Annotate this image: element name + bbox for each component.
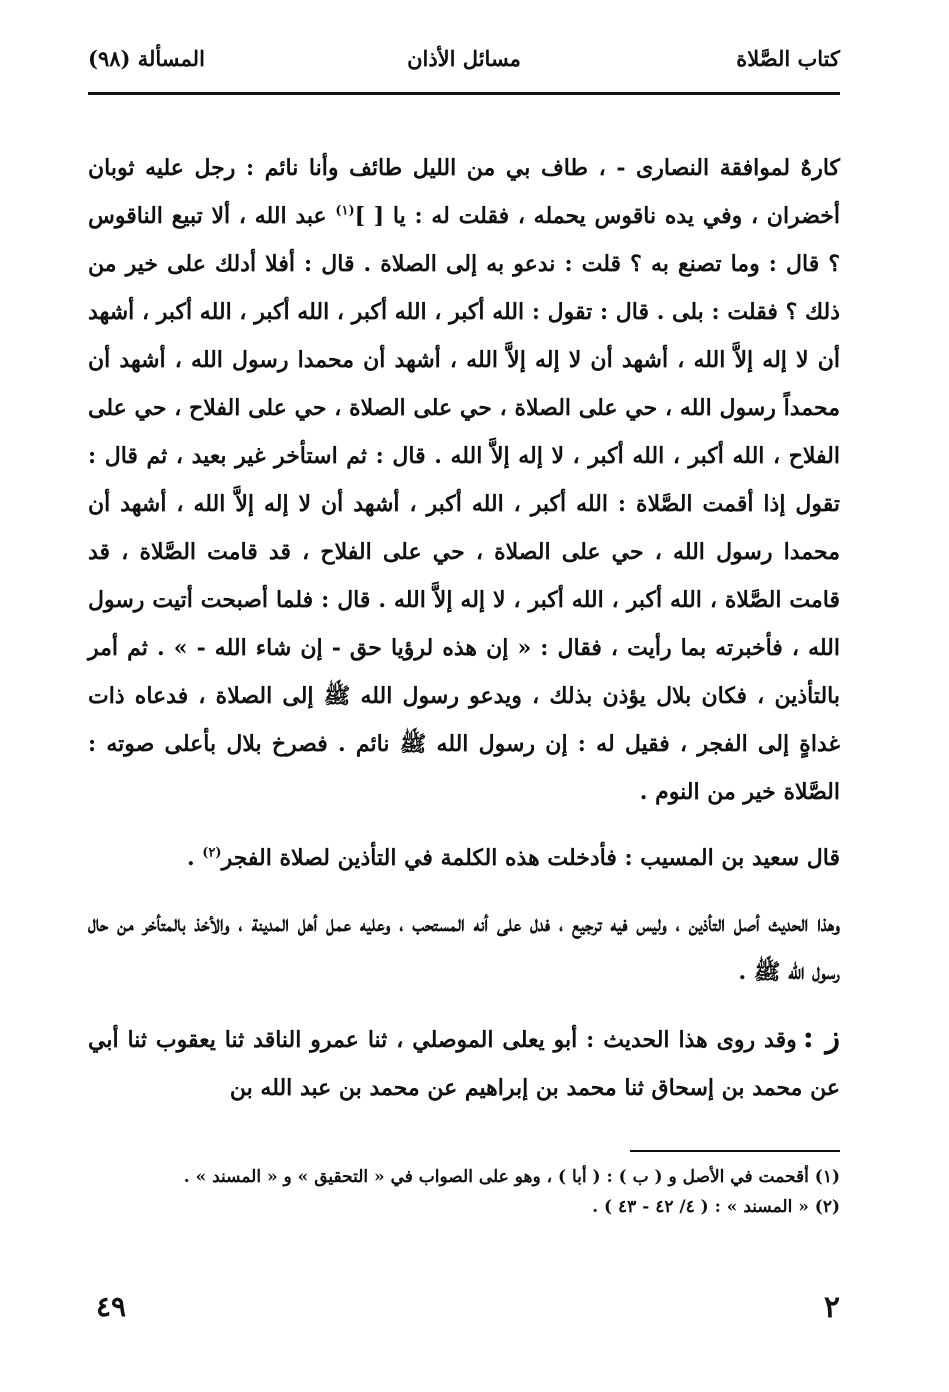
header-chapter-title: مسائل الأذان [407, 46, 521, 71]
footnote-ref-2: (٢) [202, 845, 222, 861]
volume-number: ٢ [823, 1290, 840, 1325]
paragraph-hadith [88, 144, 840, 816]
paragraph-addition-text: وقد روى هذا الحديث : أبو يعلى الموصلي ، ثنا عمرو الناقد ثنا يعقوب ثنا أبي عن محمد بن إسحاق ثنا محمد بن إبراهيم عن محمد بن عبد الله بن [88, 1027, 840, 1101]
footnote-ref-1: (١) [335, 203, 355, 219]
footnote-2: (٢) « المسند » : ( ٤/ ٤٢ - ٤٣ ) . [592, 1197, 840, 1217]
paragraph-hadith-part-1: كارهٌ لموافقة النصارى - ، طاف بي من الليل طائف وأنا نائم : رجل عليه ثوبان أخضران ، وفي يده ناقوس يحمله ، فقلت له : يا [ ] [88, 155, 840, 229]
paragraph-commentary: وهذا الحديث أصل التأذين ، وليس فيه ترجيع ، فدل على أنه المستحب ، وعليه عمل أهل المدينة ، والأخذ بالمتأخر من حال رسول الله ﷺ . [88, 911, 840, 985]
paragraph-ibn-musayyib-text: قال سعيد بن المسيب : فأدخلت هذه الكلمة في التأذين لصلاة الفجر [221, 845, 840, 871]
footnote-divider [630, 1150, 840, 1152]
header-issue-number: المسألة (٩٨) [88, 46, 205, 71]
running-header [88, 40, 840, 80]
addition-marker: ز : [802, 1020, 840, 1055]
paragraph-ibn-musayyib-end: . [186, 845, 203, 871]
header-book-title: كتاب الصَّلاة [736, 46, 840, 71]
header-divider [88, 92, 840, 95]
paragraph-ibn-musayyib [88, 834, 840, 882]
paragraph-addition [88, 1014, 840, 1112]
main-text [88, 144, 840, 1112]
footnotes [88, 1162, 840, 1222]
paragraph-hadith-part-2: عبد الله ، ألا تبيع الناقوس ؟ قال : وما تصنع به ؟ قلت : ندعو به إلى الصلاة . قال : أفلا أدلك على خير من ذلك ؟ فقلت : بلى . قال : تقول : الله أكبر ، الله أكبر ، الله أكبر ، الله أكبر ، أشهد أن لا إله إلاَّ الله ، أشهد أن لا إله إلاَّ الله ، أشهد أن محمدا رسول الله ، أشهد أن محمداً رسول الله ، حي على الصلاة ، حي على الصلاة ، حي على الفلاح ، حي على الفلاح ، الله أكبر ، الله أكبر ، لا إله إلاَّ الله . قال : ثم استأخر غير بعيد ، ثم قال : تقول إذا أقمت الصَّلاة : الله أكبر ، الله أكبر ، أشهد أن لا إله إلاَّ الله ، أشهد أن محمدا رسول الله ، حي على الصلاة ، حي على الفلاح ، قد قامت الصَّلاة ، قد قامت الصَّلاة ، الله أكبر ، الله أكبر ، لا إله إلاَّ الله . قال : فلما أصبحت أتيت رسول الله ، فأخبرته بما رأيت ، فقال : « إن هذه لرؤيا حق - إن شاء الله - » . ثم أمر بالتأذين ، فكان بلال يؤذن بذلك ، ويدعو رسول الله ﷺ إلى الصلاة ، فدعاه ذات غداةٍ إلى الفجر ، فقيل له : إن رسول الله ﷺ نائم . فصرخ بلال بأعلى صوته : الصَّلاة خير من النوم . [88, 203, 841, 805]
footnote-1: (١) أقحمت في الأصل و ( ب ) : ( أبا ) ، وهو على الصواب في « التحقيق » و « المسند » . [183, 1167, 840, 1187]
page-number: ٤٩ [96, 1290, 127, 1323]
